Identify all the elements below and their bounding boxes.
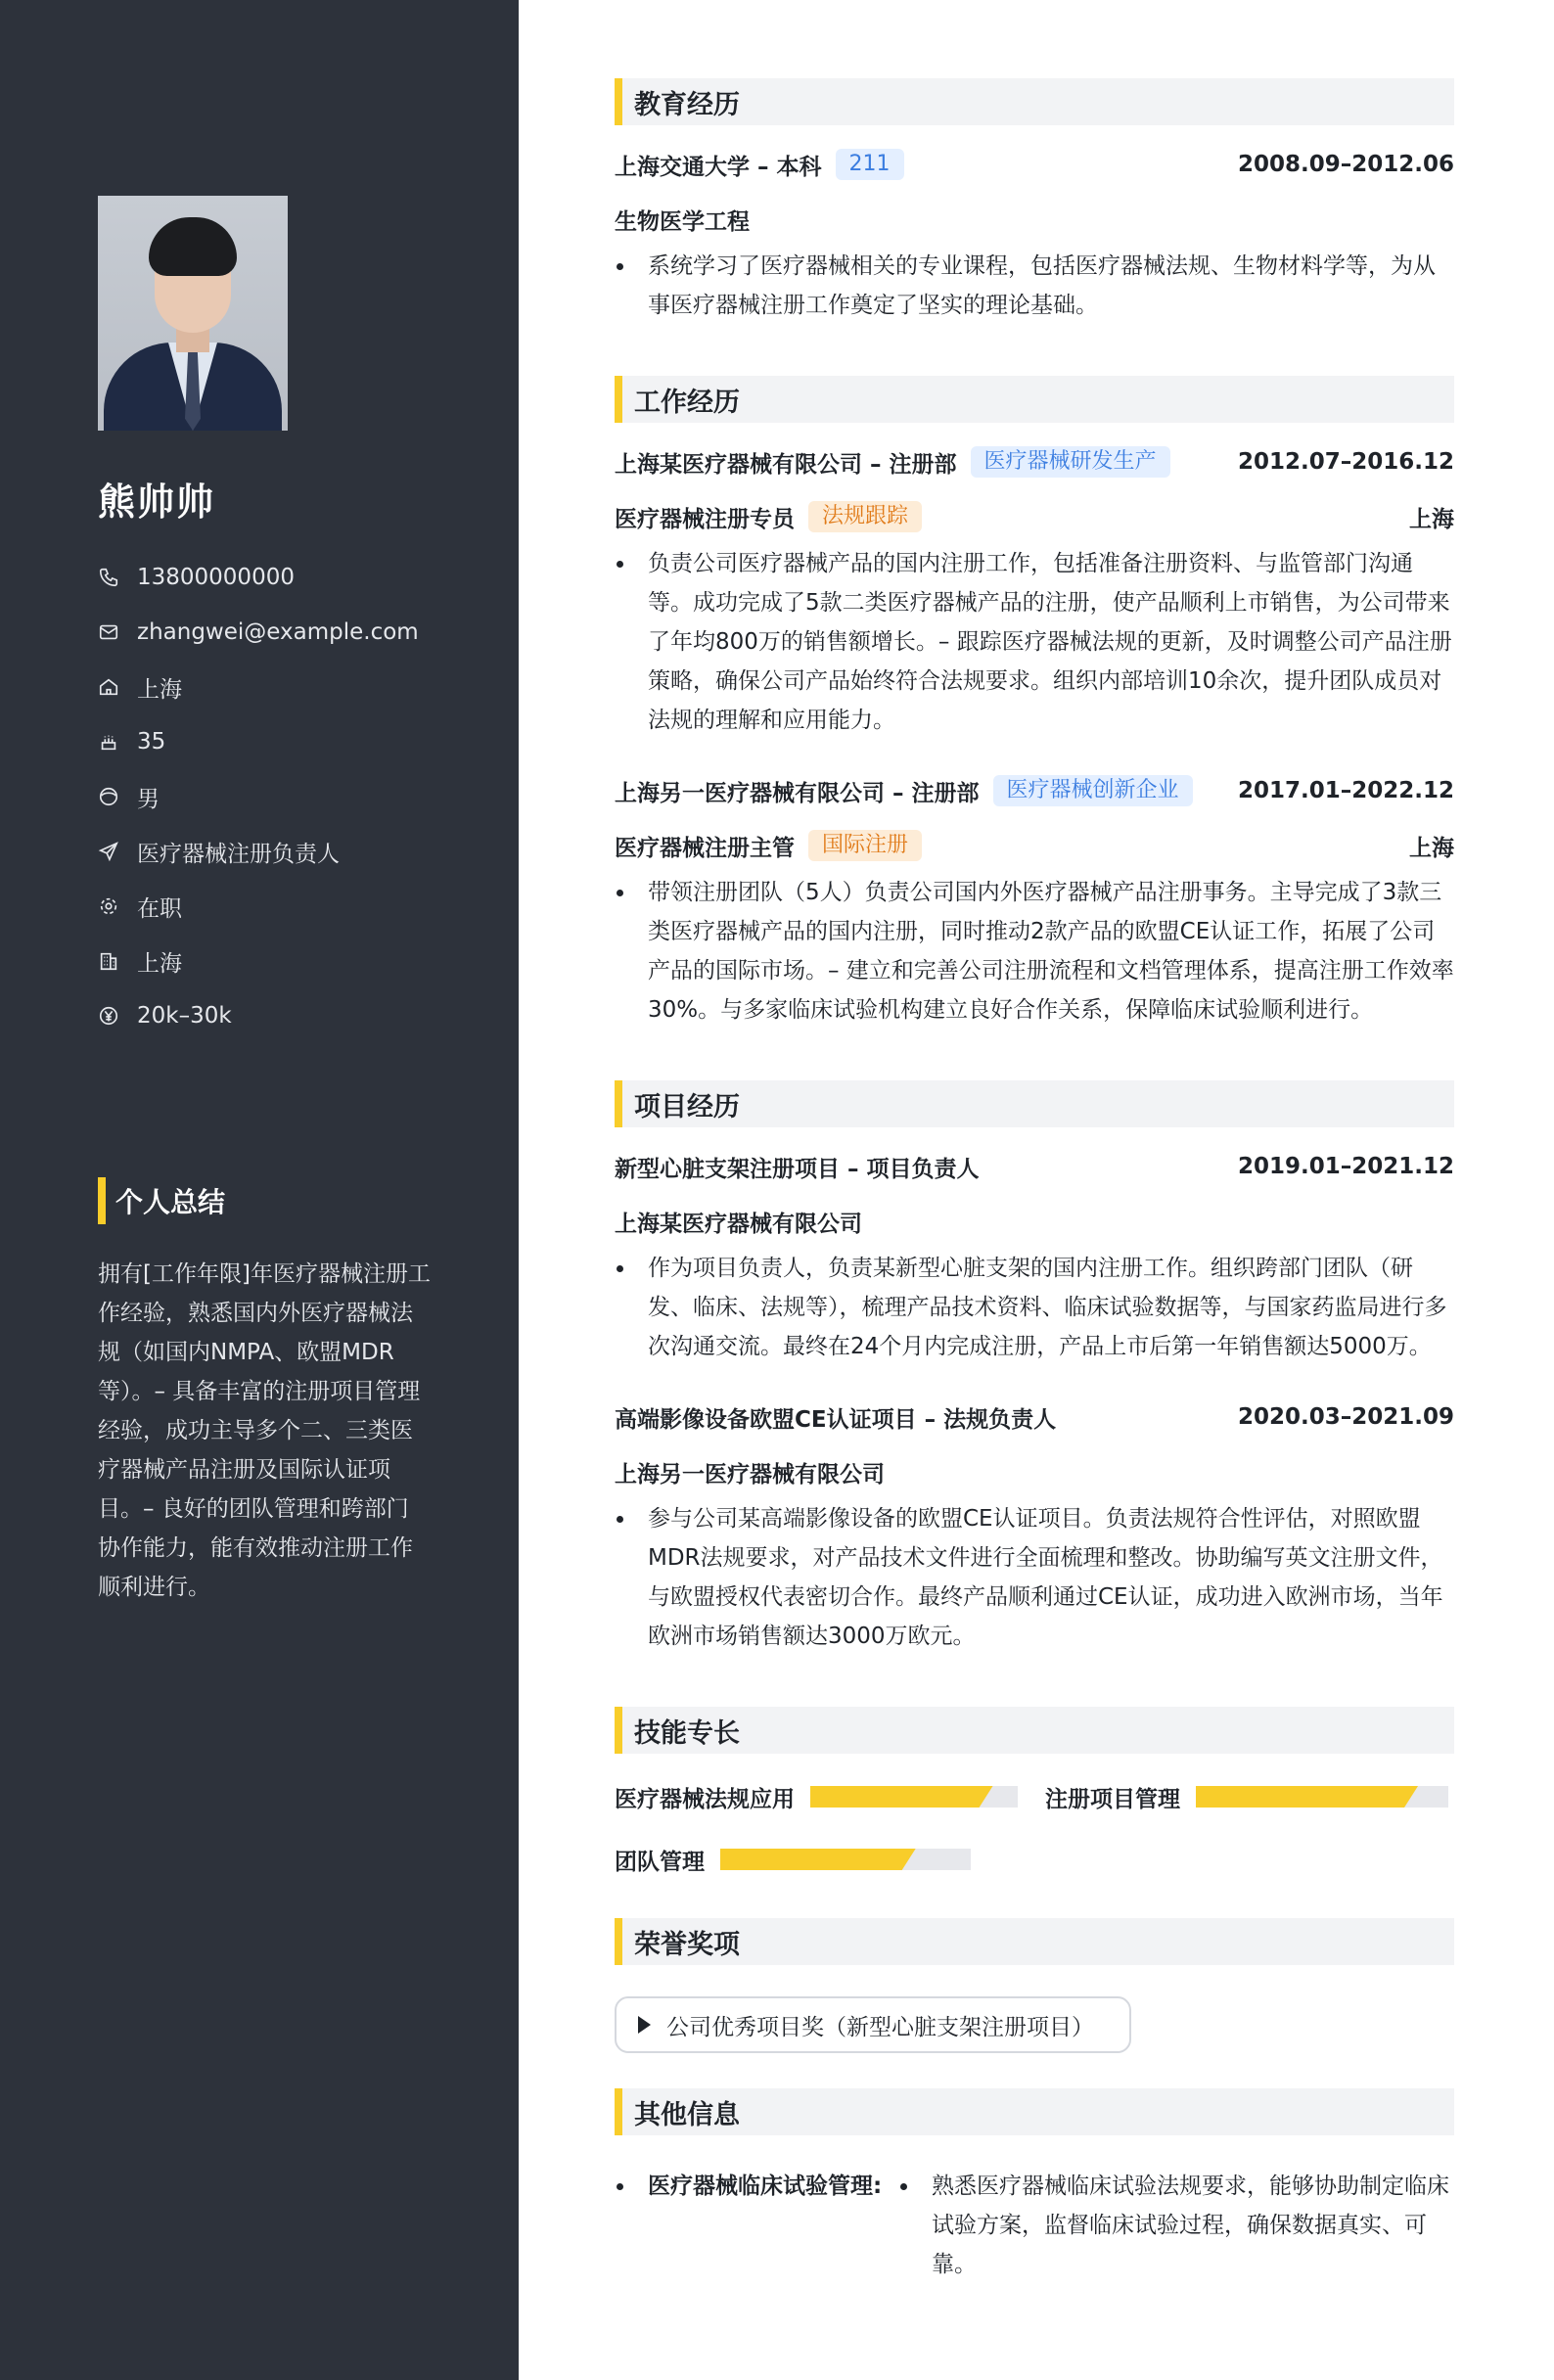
- send-icon: [98, 841, 119, 862]
- project-header: [615, 1139, 1454, 1194]
- project-date: 2020.03–2021.09: [1237, 1404, 1454, 1430]
- main-content: [615, 78, 1454, 2284]
- school-tag: 211: [836, 149, 904, 180]
- skill-bar: [720, 1849, 971, 1870]
- contact-city-text: 上海: [137, 950, 182, 977]
- summary-title-text: 个人总结: [115, 1186, 226, 1218]
- other-section: [615, 2088, 1454, 2284]
- work-industry-tag: 医疗器械研发生产: [971, 446, 1170, 478]
- skill-name: 医疗器械法规应用: [615, 1786, 795, 1812]
- skills-section: [615, 1707, 1454, 1891]
- work-title: [615, 376, 1454, 423]
- project-org: 上海另一医疗器械有限公司: [615, 1461, 885, 1488]
- other-item: [615, 2167, 1454, 2284]
- other-title-text: 其他信息: [634, 2099, 740, 2130]
- skills-title-text: 技能专长: [634, 1717, 740, 1749]
- skill-bar-fill: [810, 1786, 993, 1808]
- contact-location-text: 上海: [137, 676, 182, 703]
- profile-photo: [98, 196, 288, 431]
- age-icon: [98, 731, 119, 753]
- skill-item: [615, 1765, 1045, 1828]
- project-item: [615, 1139, 1454, 1366]
- project-desc: 作为项目负责人，负责某新型心脏支架的国内注册工作。组织跨部门团队（研发、临床、法规等），梳理产品技术资料、临床试验数据等，与国家药监局进行多次沟通交流。最终在24个月内完成注册，产品上市后第一年销售额达5000万。: [615, 1249, 1454, 1366]
- home-icon: [98, 676, 119, 698]
- honor-text: 公司优秀项目奖（新型心脏支架注册项目）: [666, 2014, 1094, 2040]
- honors-title-text: 荣誉奖项: [634, 1929, 740, 1960]
- projects-title: [615, 1080, 1454, 1127]
- contact-status-text: 在职: [137, 895, 182, 922]
- education-header: [615, 137, 1454, 192]
- accent-bar: [615, 1918, 622, 1965]
- skill-name: 注册项目管理: [1045, 1786, 1180, 1812]
- work-item-role: [615, 489, 1454, 544]
- skill-bar-fill: [720, 1849, 916, 1870]
- accent-bar: [615, 1080, 622, 1127]
- contact-salary-text: 20k–30k: [137, 1003, 232, 1029]
- contact-city: [98, 934, 419, 988]
- contact-position-text: 医疗器械注册负责人: [137, 841, 340, 867]
- contact-gender-text: 男: [137, 786, 160, 812]
- phone-icon: [98, 567, 119, 588]
- education-title: [615, 78, 1454, 125]
- honors-title: [615, 1918, 1454, 1965]
- education-title-text: 教育经历: [634, 89, 740, 120]
- other-item-value: 熟悉医疗器械临床试验法规要求，能够协助制定临床试验方案，监督临床试验过程，确保数据真实、可靠。: [898, 2167, 1454, 2284]
- mail-icon: [98, 621, 119, 643]
- contact-location: [98, 660, 419, 714]
- skills-title: [615, 1707, 1454, 1754]
- work-city: 上海: [1409, 506, 1454, 532]
- contact-phone-text: 13800000000: [137, 565, 295, 590]
- gender-icon: [98, 786, 119, 807]
- education-desc: 系统学习了医疗器械相关的专业课程，包括医疗器械法规、生物材料学等，为从事医疗器械注册工作奠定了坚实的理论基础。: [615, 247, 1454, 325]
- building-icon: [98, 950, 119, 972]
- skill-list: [615, 1765, 1454, 1891]
- play-icon: [638, 2016, 651, 2034]
- contact-gender: [98, 769, 419, 824]
- project-item: [615, 1390, 1454, 1656]
- projects-title-text: 项目经历: [634, 1091, 740, 1122]
- work-city: 上海: [1409, 835, 1454, 861]
- work-role: 医疗器械注册主管: [615, 835, 795, 861]
- contact-position: [98, 824, 419, 879]
- accent-bar: [615, 376, 622, 423]
- work-company: 上海某医疗器械有限公司 – 注册部: [615, 451, 957, 478]
- status-icon: [98, 895, 119, 917]
- sidebar: [0, 0, 519, 2380]
- work-item: [615, 763, 1454, 1030]
- contact-phone: [98, 550, 419, 605]
- work-role: 医疗器械注册专员: [615, 506, 795, 532]
- projects-section: [615, 1080, 1454, 1656]
- project-name: 高端影像设备欧盟CE认证项目 – 法规负责人: [615, 1406, 1057, 1433]
- skill-item: [1045, 1765, 1454, 1828]
- skill-bar-fill: [1196, 1786, 1418, 1808]
- other-title: [615, 2088, 1454, 2135]
- work-item-role: [615, 818, 1454, 873]
- contact-status: [98, 879, 419, 934]
- honors-section: [615, 1918, 1454, 2053]
- contact-list: [98, 550, 419, 1043]
- project-name: 新型心脏支架注册项目 – 项目负责人: [615, 1156, 980, 1182]
- work-item-header: [615, 435, 1454, 489]
- contact-age-text: 35: [137, 729, 166, 755]
- work-item-header: [615, 763, 1454, 818]
- work-date: 2017.01–2022.12: [1237, 778, 1454, 803]
- accent-bar: [615, 78, 622, 125]
- project-org: 上海某医疗器械有限公司: [615, 1211, 862, 1237]
- work-role-tag: 法规跟踪: [808, 501, 922, 532]
- education-section: [615, 78, 1454, 325]
- project-header: [615, 1390, 1454, 1444]
- education-major: 生物医学工程: [615, 208, 750, 235]
- work-industry-tag: 医疗器械创新企业: [993, 775, 1193, 806]
- work-date: 2012.07–2016.12: [1237, 449, 1454, 475]
- contact-salary: [98, 988, 419, 1043]
- skill-name: 团队管理: [615, 1849, 705, 1875]
- work-company: 上海另一医疗器械有限公司 – 注册部: [615, 780, 980, 806]
- work-desc: 负责公司医疗器械产品的国内注册工作，包括准备注册资料、与监管部门沟通等。成功完成了5款二类医疗器械产品的注册，使产品顺利上市销售，为公司带来了年均800万的销售额增长。– 跟踪医疗器械法规的更新，及时调整公司产品注册策略，确保公司产品始终符合法规要求。组织内部培训10余次，提升团队成员对法规的理解和应用能力。: [615, 544, 1454, 740]
- summary-text: 拥有[工作年限]年医疗器械注册工作经验，熟悉国内外医疗器械法规（如国内NMPA、欧盟MDR等）。– 具备丰富的注册项目管理经验，成功主导多个二、三类医疗器械产品注册及国际认证项目。– 良好的团队管理和跨部门协作能力，能有效推动注册工作顺利进行。: [98, 1261, 431, 1600]
- skill-bar: [810, 1786, 1018, 1808]
- skill-item: [615, 1828, 1045, 1891]
- accent-bar: [615, 1707, 622, 1754]
- project-desc: 参与公司某高端影像设备的欧盟CE认证项目。负责法规符合性评估，对照欧盟MDR法规要求，对产品技术文件进行全面梳理和整改。协助编写英文注册文件，与欧盟授权代表密切合作。最终产品顺利通过CE认证，成功进入欧洲市场，当年欧洲市场销售额达3000万欧元。: [615, 1499, 1454, 1656]
- project-date: 2019.01–2021.12: [1237, 1154, 1454, 1179]
- other-item-key: 医疗器械临床试验管理:: [615, 2167, 898, 2284]
- summary-title: [98, 1177, 225, 1224]
- work-section: [615, 376, 1454, 1030]
- contact-email: [98, 605, 419, 660]
- work-desc: 带领注册团队（5人）负责公司国内外医疗器械产品注册事务。主导完成了3款三类医疗器械产品的国内注册，同时推动2款产品的欧盟CE认证工作，拓展了公司产品的国际市场。– 建立和完善公司注册流程和文档管理体系，提高注册工作效率30%。与多家临床试验机构建立良好合作关系，保障临床试验顺利进行。: [615, 873, 1454, 1030]
- honor-item[interactable]: [615, 1996, 1131, 2053]
- work-item: [615, 435, 1454, 740]
- education-date: 2008.09–2012.06: [1237, 152, 1454, 177]
- accent-bar: [98, 1177, 106, 1224]
- work-title-text: 工作经历: [634, 387, 740, 418]
- profile-name: 熊帅帅: [98, 481, 216, 524]
- work-role-tag: 国际注册: [808, 830, 922, 861]
- skill-bar: [1196, 1786, 1448, 1808]
- contact-age: [98, 714, 419, 769]
- accent-bar: [615, 2088, 622, 2135]
- yen-icon: [98, 1005, 119, 1027]
- school-name: 上海交通大学 – 本科: [615, 154, 822, 180]
- contact-email-text: zhangwei@example.com: [137, 619, 419, 645]
